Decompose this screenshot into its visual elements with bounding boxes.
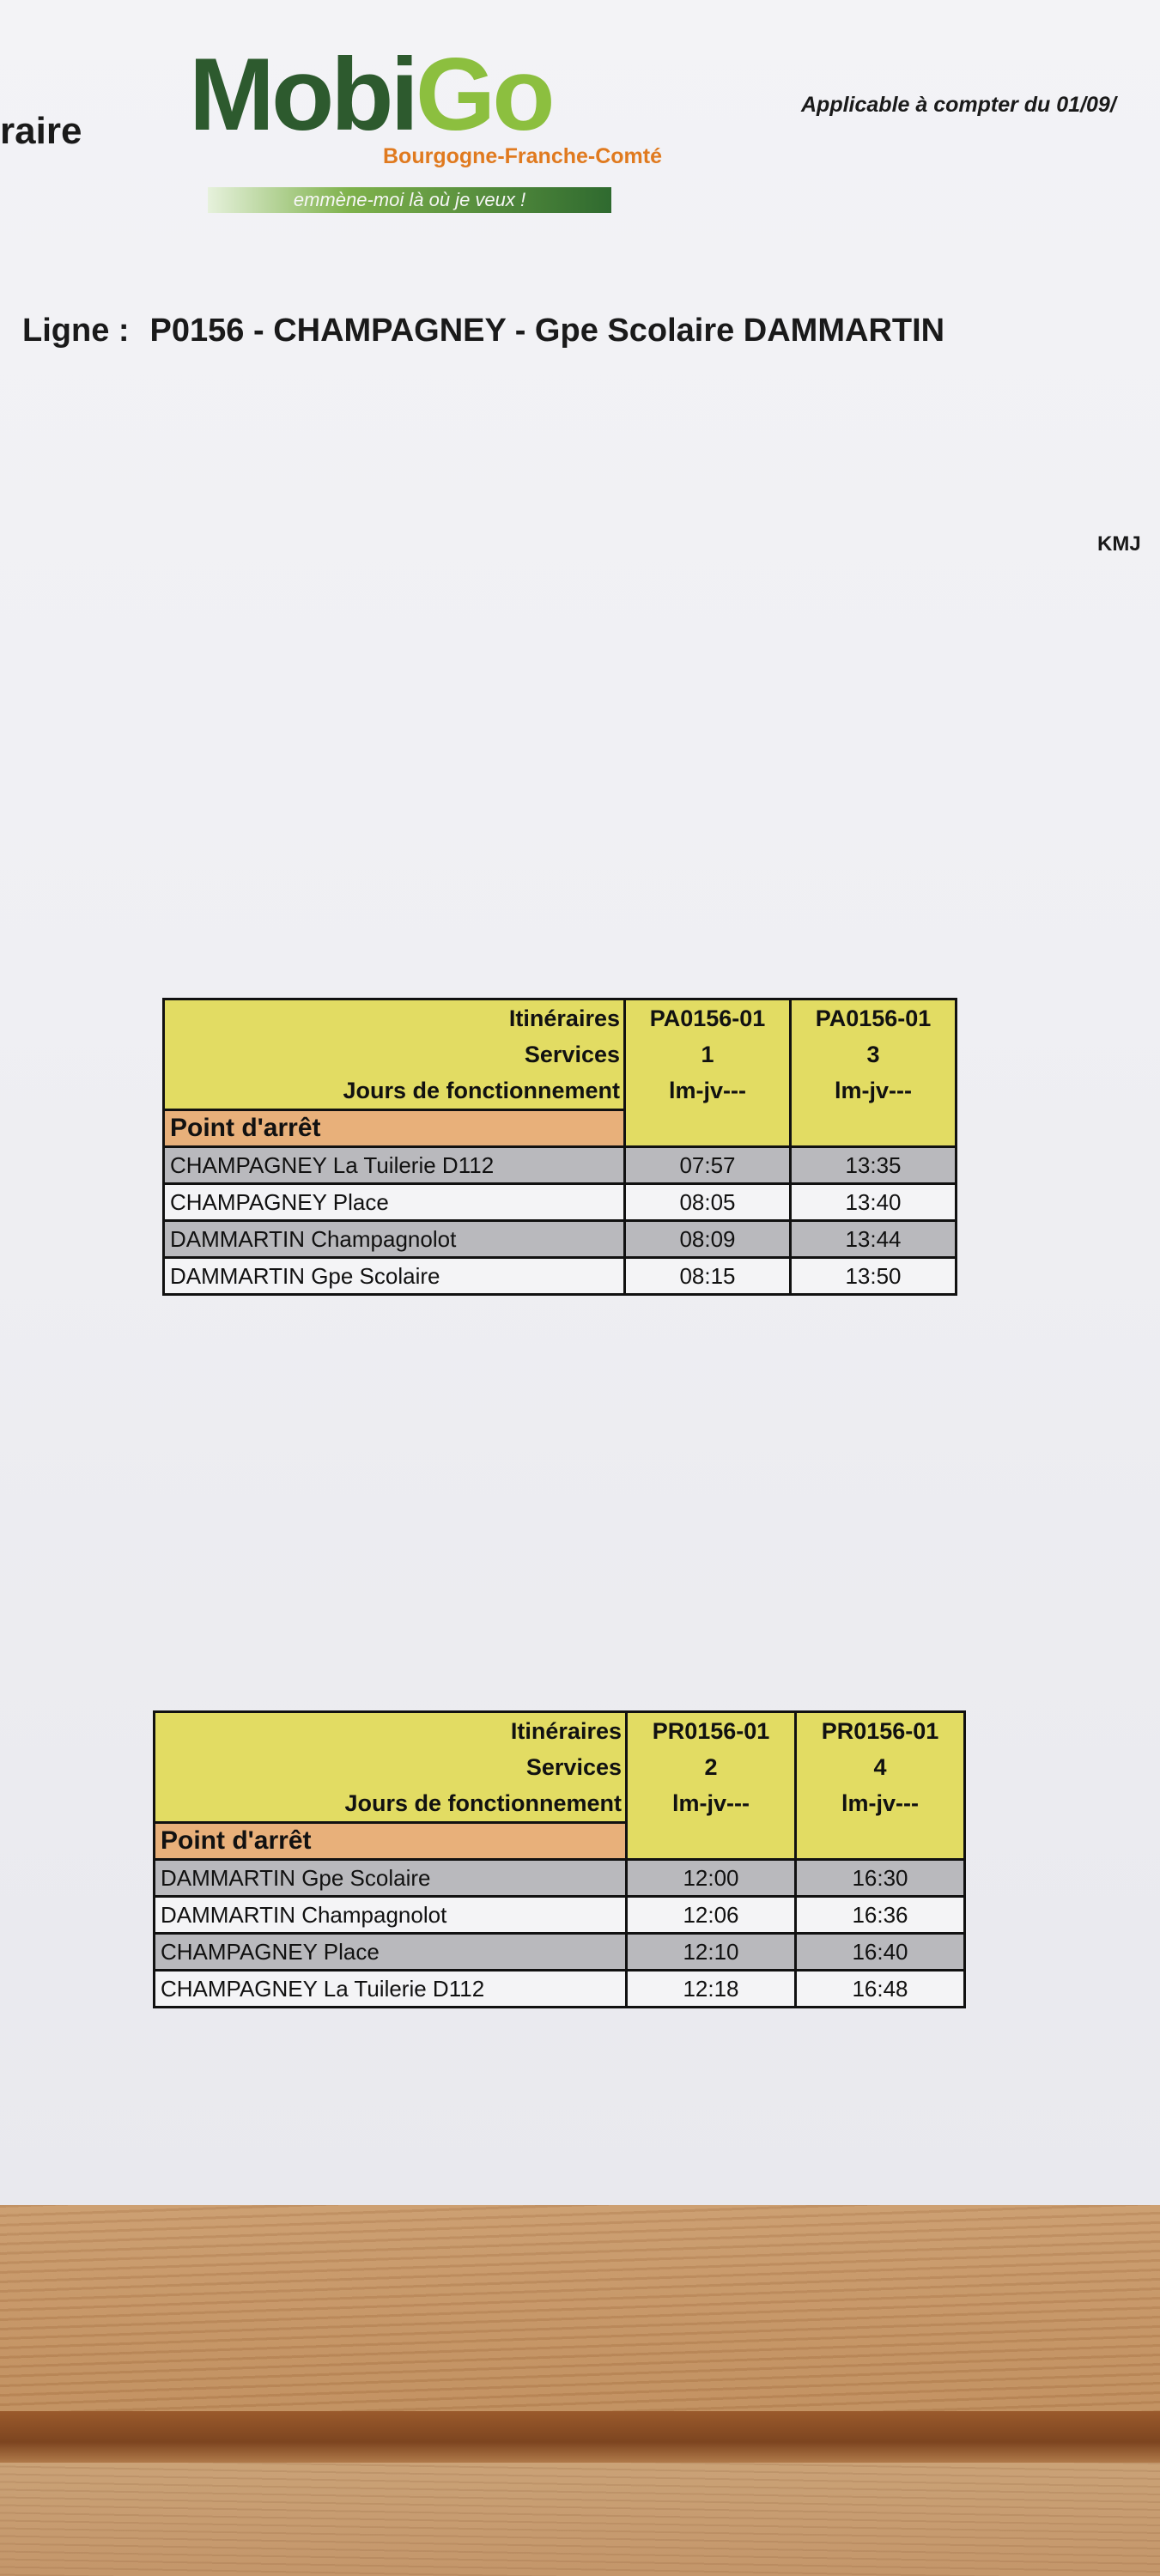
logo-tagline: emmène-moi là où je veux !	[208, 187, 611, 213]
stop-time: 16:40	[796, 1934, 965, 1971]
col-itineraire: PR0156-01	[627, 1712, 796, 1750]
col-itineraire: PA0156-01	[625, 999, 791, 1037]
col-jours: lm-jv---	[796, 1785, 965, 1823]
col-itineraire: PR0156-01	[796, 1712, 965, 1750]
stop-time: 08:15	[625, 1258, 791, 1295]
table-row	[164, 1258, 957, 1295]
logo-region: Bourgogne-Franche-Comté	[383, 144, 662, 168]
point-arret-header: Point d'arrêt	[155, 1823, 627, 1860]
stop-name: CHAMPAGNEY La Tuilerie D112	[155, 1971, 627, 2008]
col-service: 2	[627, 1749, 796, 1785]
table-row	[164, 1221, 957, 1258]
table-row	[155, 1860, 965, 1897]
stop-name: CHAMPAGNEY Place	[155, 1934, 627, 1971]
col-service: 1	[625, 1036, 791, 1072]
stop-time: 12:00	[627, 1860, 796, 1897]
mobigo-logo	[180, 37, 713, 215]
stop-time: 16:30	[796, 1860, 965, 1897]
logo-wordmark	[189, 37, 552, 152]
stop-time: 08:09	[625, 1221, 791, 1258]
stop-time: 12:18	[627, 1971, 796, 2008]
timetable-retour	[153, 1710, 966, 2008]
col-service: 4	[796, 1749, 965, 1785]
services-label: Services	[155, 1749, 627, 1785]
stop-name: DAMMARTIN Gpe Scolaire	[164, 1258, 625, 1295]
wooden-floor	[0, 2463, 1160, 2576]
stop-time: 16:36	[796, 1897, 965, 1934]
jours-label: Jours de fonctionnement	[164, 1072, 625, 1110]
table-row	[155, 1897, 965, 1934]
document-code: KMJ	[1097, 532, 1141, 556]
col-jours: lm-jv---	[627, 1785, 796, 1823]
stop-time: 12:10	[627, 1934, 796, 1971]
stop-time: 07:57	[625, 1147, 791, 1184]
logo-brand-part2: Go	[415, 37, 552, 152]
logo-brand-part1: Mobi	[189, 37, 416, 152]
stop-name: CHAMPAGNEY Place	[164, 1184, 625, 1221]
line-value: P0156 - CHAMPAGNEY - Gpe Scolaire DAMMARTIN	[149, 313, 945, 349]
wooden-table-edge	[0, 2411, 1160, 2463]
header-title-fragment: raire	[0, 110, 82, 152]
point-arret-header: Point d'arrêt	[164, 1110, 625, 1147]
stop-name: DAMMARTIN Champagnolot	[164, 1221, 625, 1258]
col-jours: lm-jv---	[625, 1072, 791, 1110]
stop-time: 12:06	[627, 1897, 796, 1934]
applicable-date: Applicable à compter du 01/09/	[801, 93, 1116, 117]
col-service: 3	[791, 1036, 957, 1072]
itineraires-label: Itinéraires	[155, 1712, 627, 1750]
table-row	[155, 1971, 965, 2008]
line-label: Ligne :	[22, 313, 130, 349]
col-jours: lm-jv---	[791, 1072, 957, 1110]
stop-name: DAMMARTIN Champagnolot	[155, 1897, 627, 1934]
stop-time: 16:48	[796, 1971, 965, 2008]
jours-label: Jours de fonctionnement	[155, 1785, 627, 1823]
table-row	[164, 1184, 957, 1221]
stop-name: CHAMPAGNEY La Tuilerie D112	[164, 1147, 625, 1184]
col-itineraire: PA0156-01	[791, 999, 957, 1037]
stop-time: 08:05	[625, 1184, 791, 1221]
timetable-aller	[162, 998, 957, 1296]
services-label: Services	[164, 1036, 625, 1072]
stop-time: 13:50	[791, 1258, 957, 1295]
stop-time: 13:40	[791, 1184, 957, 1221]
line-title	[22, 313, 944, 349]
itineraires-label: Itinéraires	[164, 999, 625, 1037]
stop-time: 13:44	[791, 1221, 957, 1258]
table-row	[164, 1147, 957, 1184]
stop-name: DAMMARTIN Gpe Scolaire	[155, 1860, 627, 1897]
stop-time: 13:35	[791, 1147, 957, 1184]
table-row	[155, 1934, 965, 1971]
